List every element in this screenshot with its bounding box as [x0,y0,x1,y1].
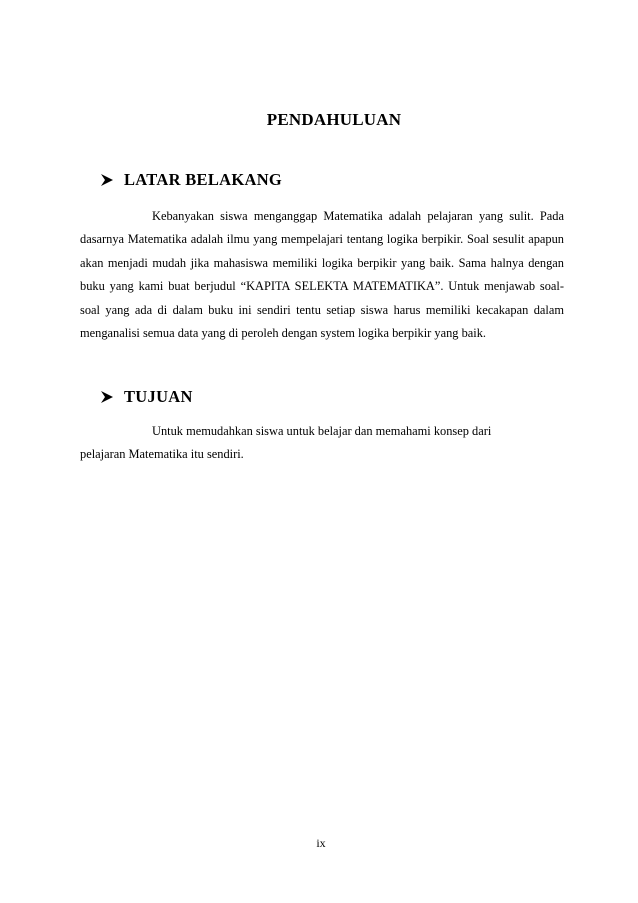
section-heading-latar-belakang [100,170,282,190]
section-heading-tujuan [100,387,193,407]
section-body-latar-belakang [80,205,564,345]
section-heading-label: LATAR BELAKANG [124,170,283,189]
section-heading-label: TUJUAN [124,387,193,406]
section-body-tujuan [80,420,520,467]
arrowhead-bullet-icon [100,390,114,404]
paragraph-text: Untuk memudahkan siswa untuk belajar dan memahami konsep dari pelajaran Matematika itu sendiri. [80,424,492,462]
page-number: ix [316,836,326,850]
paragraph-text: Kebanyakan siswa menganggap Matematika adalah pelajaran yang sulit. Pada dasarnya Matematika adalah ilmu yang mempelajari tentang logika berpikir. Soal sesulit apapun akan menjadi mudah jika mahasiswa memiliki logika berpikir yang baik. Sama halnya dengan buku yang kami buat berjudul “KAPITA SELEKTA MATEMATIKA”. Untuk menjawab soal-soal yang ada di dalam buku ini sendiri tentu setiap siswa harus memiliki kecakapan dalam menganalisi semua data yang di peroleh dengan system logika berpikir yang baik. [80,209,564,341]
arrowhead-bullet-icon [100,173,114,187]
page-title: PENDAHULUAN [266,110,402,129]
